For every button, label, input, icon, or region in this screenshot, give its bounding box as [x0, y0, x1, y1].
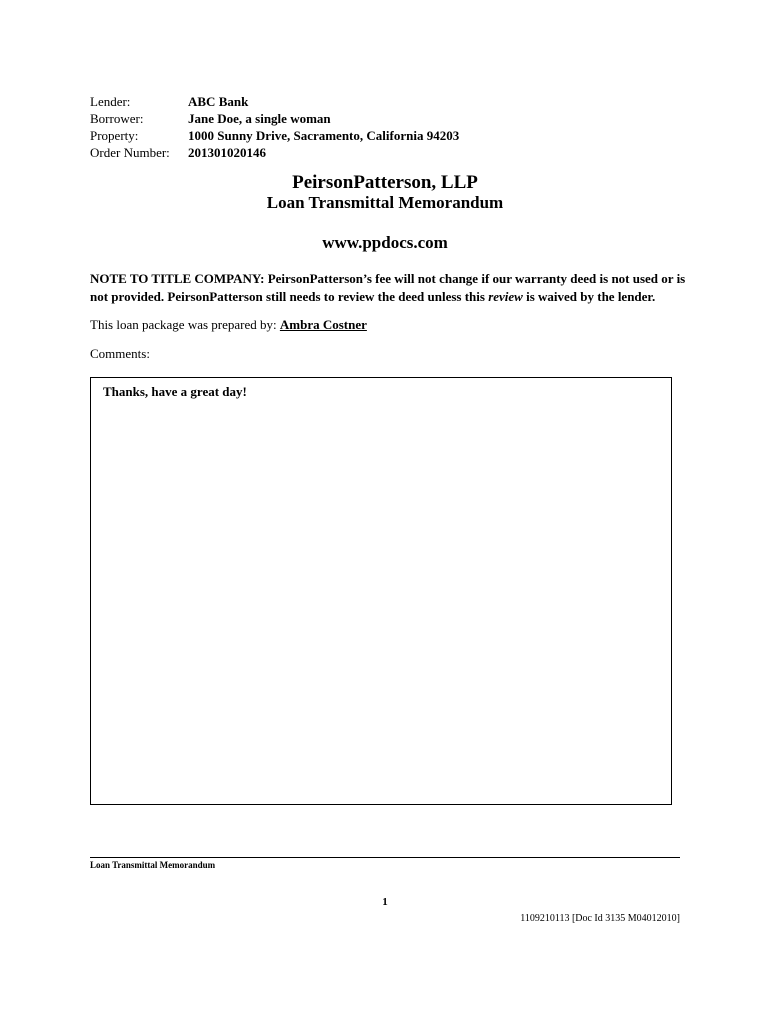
firm-name: PeirsonPatterson, LLP	[292, 172, 478, 193]
prepared-by-line	[90, 317, 367, 333]
property-value: 1000 Sunny Drive, Sacramento, California 94203	[188, 128, 460, 143]
borrower-row	[90, 110, 459, 127]
comments-text: Thanks, have a great day!	[103, 384, 247, 399]
order-number-label: Order Number:	[90, 145, 170, 160]
property-row	[90, 127, 459, 144]
document-id: 1109210113 [Doc Id 3135 M04012010]	[520, 913, 680, 924]
loan-info-block	[90, 93, 459, 161]
comments-box[interactable]	[90, 377, 672, 805]
order-number-row	[90, 144, 459, 161]
lender-value: ABC Bank	[188, 94, 249, 109]
footer-divider	[90, 857, 680, 858]
title-company-note	[90, 270, 690, 306]
footer-title: Loan Transmittal Memorandum	[90, 860, 216, 870]
page-number: 1	[382, 896, 388, 908]
borrower-label: Borrower:	[90, 111, 144, 126]
website-link[interactable]: www.ppdocs.com	[322, 233, 448, 252]
order-number-value: 201301020146	[188, 145, 266, 160]
lender-row	[90, 93, 459, 110]
preparer-name: Ambra Costner	[279, 317, 367, 332]
note-italic-review: review	[488, 289, 523, 304]
note-text-2: is waived by the lender.	[522, 289, 656, 304]
memo-title: Loan Transmittal Memorandum	[266, 193, 504, 212]
property-label: Property:	[90, 128, 139, 143]
comments-label: Comments:	[90, 346, 150, 361]
note-text-1: NOTE TO TITLE COMPANY: PeirsonPatterson’s fee will not change if our warranty deed is not used or is not provided. PeirsonPatterson still needs to review the deed unless this	[90, 271, 686, 304]
prepared-by-label: This loan package was prepared by:	[90, 317, 277, 332]
lender-label: Lender:	[90, 94, 131, 109]
borrower-value: Jane Doe, a single woman	[188, 111, 331, 126]
